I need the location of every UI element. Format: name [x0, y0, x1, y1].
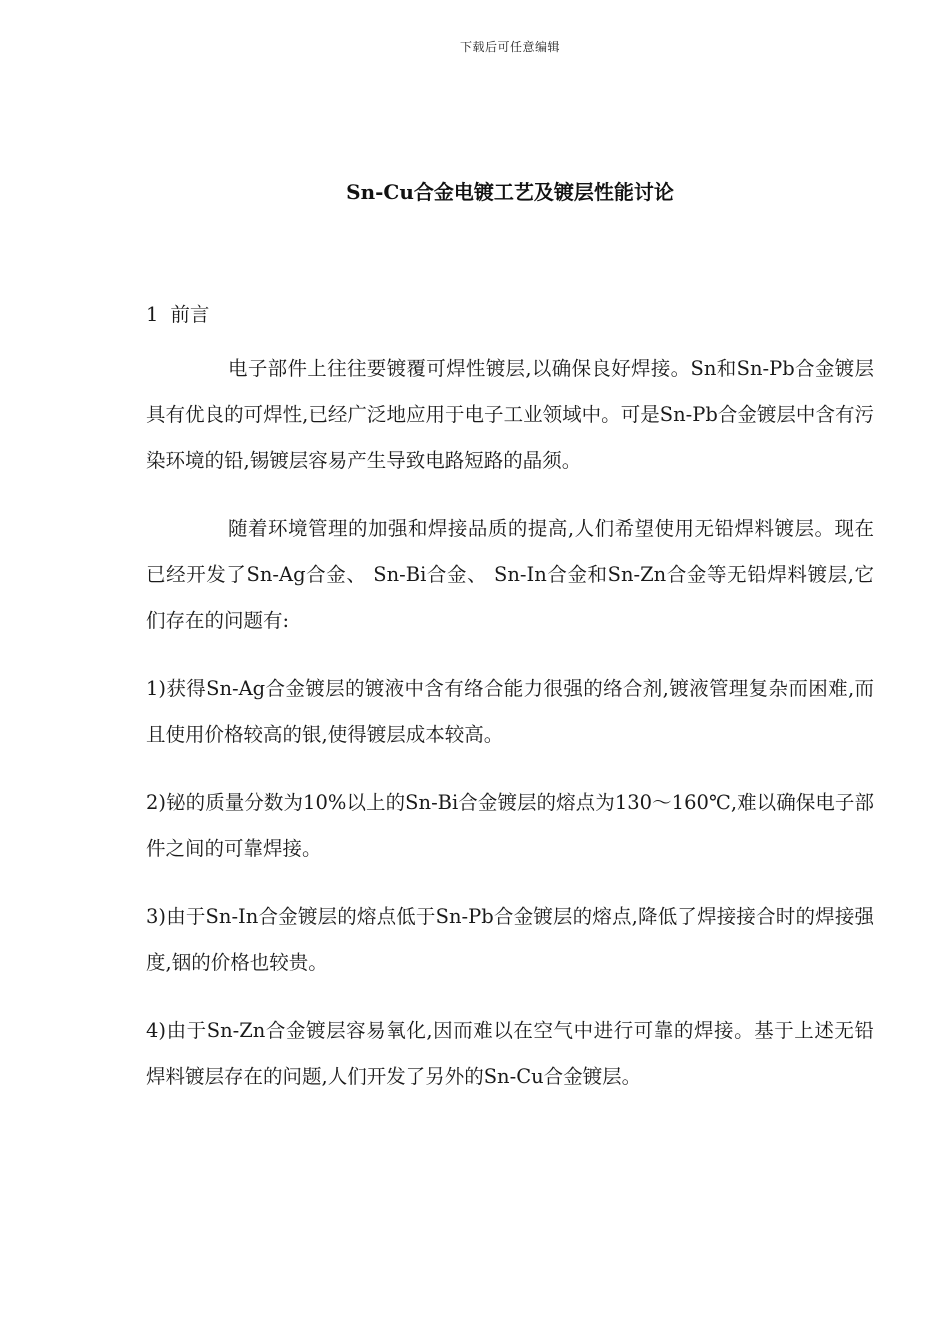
- section-number: 1: [146, 303, 159, 326]
- list-item-3: 3)由于Sn-In合金镀层的熔点低于Sn-Pb合金镀层的熔点,降低了焊接接合时的焊接强度,铟的价格也较贵。: [146, 905, 874, 974]
- paragraph-intro: 电子部件上往往要镀覆可焊性镀层,以确保良好焊接。Sn和Sn-Pb合金镀层具有优良的可焊性,已经广泛地应用于电子工业领域中。可是Sn-Pb合金镀层中含有污染环境的铅,锡镀层容易产生导致电路短路的晶须。: [146, 357, 874, 472]
- section-heading: [146, 292, 874, 338]
- list-item-1: 1)获得Sn-Ag合金镀层的镀液中含有络合能力很强的络合剂,镀液管理复杂而困难,而且使用价格较高的银,使得镀层成本较高。: [146, 677, 874, 746]
- document-title: Sn-Cu合金电镀工艺及镀层性能讨论: [346, 180, 674, 204]
- document-body: [146, 292, 874, 1122]
- list-item-4: 4)由于Sn-Zn合金镀层容易氧化,因而难以在空气中进行可靠的焊接。基于上述无铅焊料镀层存在的问题,人们开发了另外的Sn-Cu合金镀层。: [146, 1019, 874, 1088]
- list-item-2: 2)铋的质量分数为10%以上的Sn-Bi合金镀层的熔点为130～160℃,难以确保电子部件之间的可靠焊接。: [146, 791, 874, 860]
- page-header: 下载后可任意编辑: [459, 40, 560, 54]
- section-title: 前言: [170, 303, 210, 326]
- paragraph-lead-free: 随着环境管理的加强和焊接品质的提高,人们希望使用无铅焊料镀层。现在已经开发了Sn-Ag合金、 Sn-Bi合金、 Sn-In合金和Sn-Zn合金等无铅焊料镀层,它们存在的问题有:: [146, 517, 874, 632]
